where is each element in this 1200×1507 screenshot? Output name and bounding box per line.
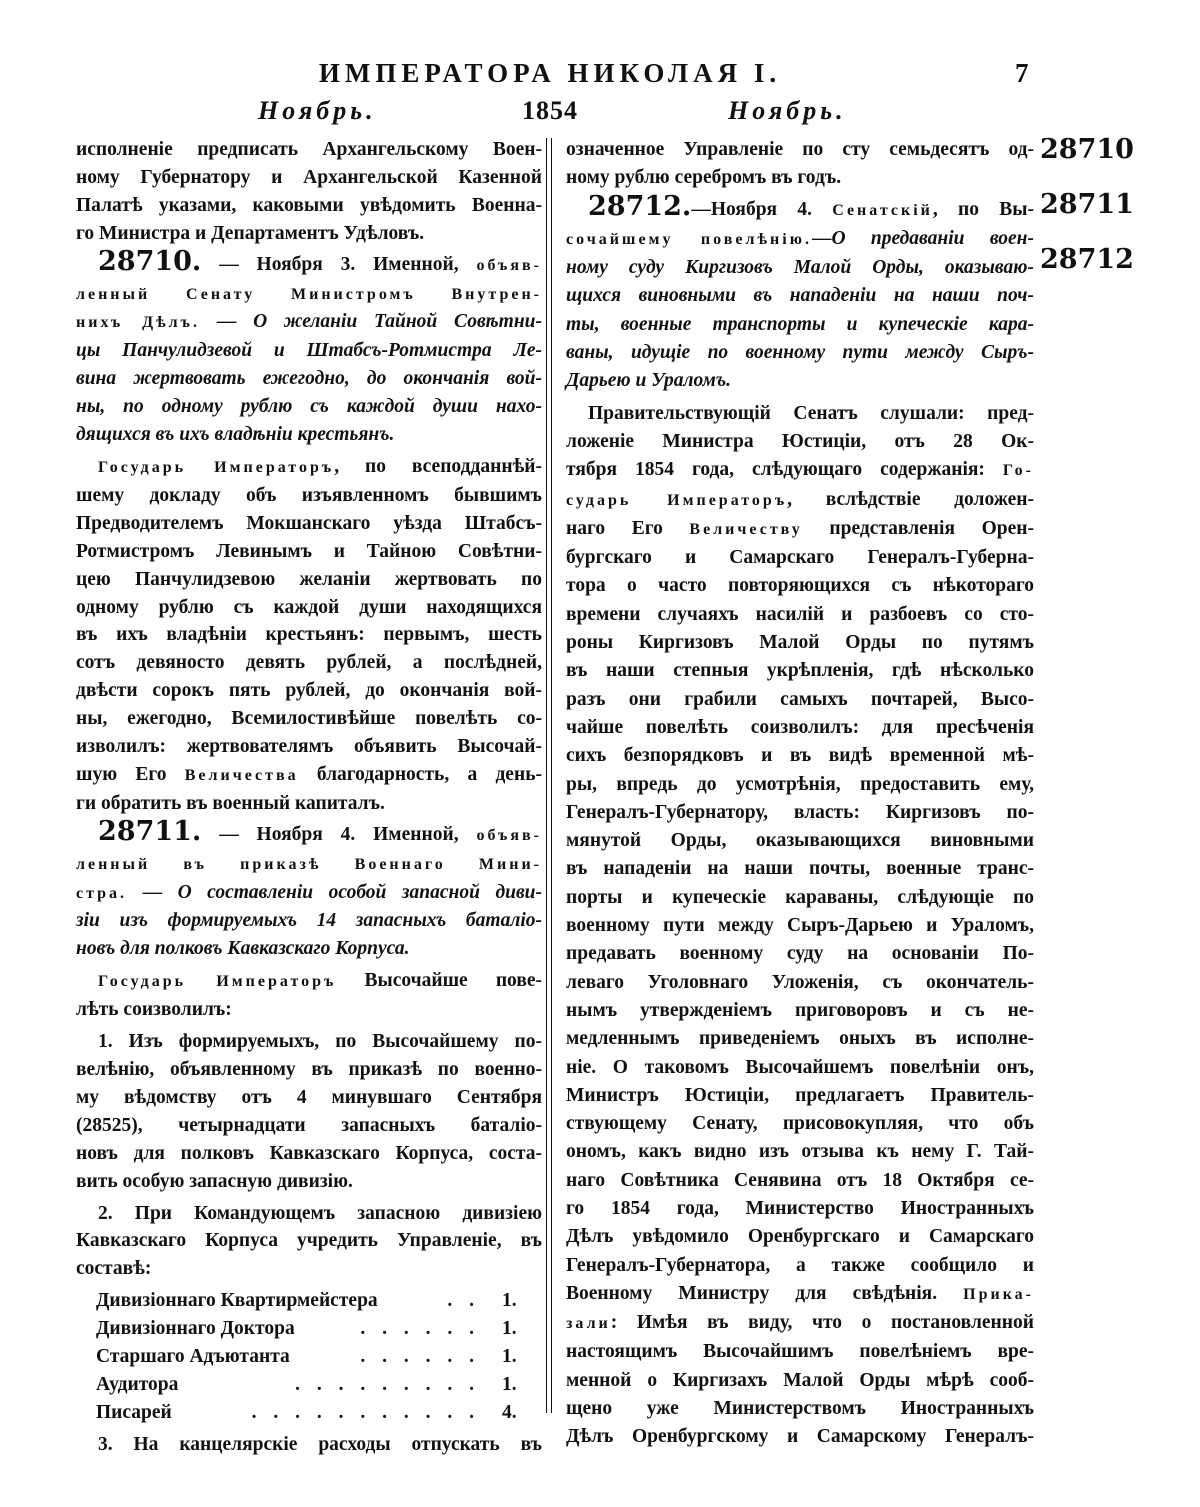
text: 2. При Командующемъ запасною дивизіею [98,1202,542,1224]
text-line [566,1395,1034,1423]
italic-text: ты, военные транспорты и купеческіе кара- [566,313,1034,335]
text-line [566,799,1034,827]
text: ры, впредь до усмотрѣнія, предоставить ему, [566,773,1034,795]
text-line [566,940,1034,968]
text-line [566,282,1034,310]
text: разъ они грабили самыхъ почтарей, Высо- [566,688,1034,710]
text-line [566,884,1034,912]
text: цею Панчулидзевою желаніи жертвовать по [76,568,542,590]
text: лѣть соизволилъ: [76,999,232,1021]
spaced-text: объяв- [476,256,542,274]
text: благодарность, а день- [298,763,542,785]
staff-list-item [76,1371,542,1399]
text: одному рублю съ каждой души находящихся [76,596,542,618]
text-line [566,486,1034,515]
italic-text: ны, по одному рублю съ каждой души нахо- [76,396,542,418]
text: Палатѣ указами, каковыми увѣдомить Военна- [76,194,542,216]
text-line [566,912,1034,940]
text: шую Его [76,763,185,785]
text-line [76,164,542,192]
text-line [566,742,1034,770]
text-line [566,1252,1034,1280]
text: военному пути между Сыръ-Дарьею и Ураломъ, [566,915,1034,937]
text: чайше повелѣть соизволилъ: для пресѣченія [566,716,1034,738]
text-line [566,771,1034,799]
text-line [76,538,542,566]
text-line [566,1110,1034,1138]
spaced-text: зали [566,1315,611,1333]
text-line [76,649,542,677]
text: го Министра и Департаментъ Удѣловъ. [76,222,425,244]
text: ному рублю серебромъ въ годъ. [566,167,842,189]
text: наго Совѣтника Сенявина отъ 18 Октября се- [566,1169,1034,1191]
text-line [566,827,1034,855]
text: новъ для полковъ Кавказскаго Корпуса, соста- [76,1142,542,1164]
text-line [76,1112,542,1140]
text-line [566,1138,1034,1166]
text-line [566,686,1034,714]
text: настоящимъ Высочайшимъ повелѣніемъ вре- [566,1341,1034,1363]
text: бургскаго и Самарскаго Генералъ-Губерна- [566,547,1034,569]
dot-leader: . . . . . . . . . [295,1373,480,1395]
staff-list-item [76,1287,542,1315]
text: роны Киргизовъ Малой Орды по путямъ [566,632,1034,654]
text-line [76,935,542,963]
spaced-text: Го- [1002,462,1034,480]
text: изволилъ: жертвователямъ объявить Высочай- [76,736,542,758]
dot-leader: . . [447,1290,480,1312]
text: сихъ безпорядковъ и въ видѣ временной мѣ- [566,745,1034,767]
text-line [76,192,542,220]
text: леваго Уголовнаго Уложенія, съ окончатель- [566,971,1034,993]
text: Ротмистромъ Левинымъ и Тайною Совѣтни- [76,540,542,562]
text-line [76,365,542,393]
staff-position: Старшаго Адъютанта [96,1346,290,1368]
text-line [566,456,1034,485]
text-line [566,544,1034,572]
text-line [566,190,1034,225]
spaced-text: Величеству [689,520,803,538]
text: представленія Орен- [802,517,1034,539]
dot-leader: . . . . . . [360,1318,480,1340]
text: тября 1854 года, слѣдующаго содержанія: [566,459,1003,481]
text-line [566,1223,1034,1251]
text: , вслѣдствіе доложен- [787,488,1034,510]
text-line [566,601,1034,629]
text-line [76,879,542,908]
spaced-text: Государь Императоръ [98,973,337,991]
text: Министръ Юстиціи, предлагаетъ Правитель- [566,1084,1034,1106]
text-line [566,1054,1034,1082]
text: : Имѣя въ виду, что о постановленной [610,1312,1034,1334]
act-number: 28711. [98,815,202,847]
italic-text: О предаваніи воен- [831,227,1034,249]
text: — Ноября 3. Именной, [201,253,477,275]
staff-list-item [76,1399,542,1427]
staff-position: Дивизіоннаго Квартирмейстера [96,1290,378,1312]
text-line [566,400,1034,428]
staff-quantity: 1. [502,1318,517,1340]
text-line [566,969,1034,997]
text: Высочайше пове- [336,970,542,992]
text: Дѣлъ Оренбургскому и Самарскому Генералъ- [566,1426,1034,1448]
text-line [566,714,1034,742]
spaced-text: Прика- [963,1285,1034,1303]
text: — [199,311,254,333]
text-line [76,1028,542,1056]
text: Правительствующій Сенатъ слушали: пред- [588,402,1034,424]
text: составѣ: [76,1258,152,1280]
text-line [76,421,542,449]
text-line [566,367,1034,395]
staff-quantity: 1. [502,1373,517,1395]
act-number: 28710. [98,245,202,277]
text: ги обратить въ военный капиталъ. [76,792,385,814]
text: велѣнію, объявленному въ приказѣ по военно- [76,1059,542,1080]
text-line [76,1168,542,1196]
staff-position: Писарей [96,1401,172,1423]
text-line [566,1280,1034,1309]
staff-quantity: 1. [502,1346,517,1368]
text-line [566,997,1034,1025]
text-line [566,225,1034,254]
text: означенное Управленіе по сту семьдесятъ од- [566,139,1034,160]
text: времени случаяхъ насилій и разбоевъ со сто- [566,603,1034,625]
right-column [566,136,1034,1452]
italic-text: вина жертвовать ежегодно, до окончанія вой- [76,368,542,390]
text-line [566,1423,1034,1451]
staff-quantity: 1. [502,1290,517,1312]
text-line [76,136,542,164]
spaced-text: сударь Императоръ [566,491,788,509]
text: въ ихъ владѣніи крестьянъ: первымъ, шесть [76,624,542,646]
text: ному Губернатору и Архангельской Казенной [76,166,542,188]
text: Генералъ-Губернатора, а также сообщило и [566,1254,1034,1276]
text: нымъ утвержденіемъ приговоровъ и съ не- [566,999,1034,1021]
staff-list-item [76,1315,542,1343]
text: 1. Изъ формируемыхъ, по Высочайшему по- [98,1031,542,1053]
text: ономъ, какъ видно изъ отзыва къ нему Г. Тай- [566,1141,1034,1163]
text: — [127,881,178,903]
text-line [76,453,542,482]
text-line [76,280,542,309]
spaced-text: стра. [76,884,128,902]
text: двѣсти сорокъ пять рублей, до окончанія вой- [76,680,542,702]
staff-list-item [76,1343,542,1371]
text-line [76,1255,542,1283]
text-line [566,1167,1034,1195]
text: , по всеподданнѣй- [334,455,543,477]
text-line [566,311,1034,339]
italic-text: щихся виновными въ нападеніи на наши поч- [566,285,1034,307]
text: въ наши степныя укрѣпленія, гдѣ нѣсколько [566,660,1034,682]
italic-text: О составленіи особой запасной диви- [177,881,543,903]
staff-position: Аудитора [96,1373,179,1395]
spaced-text: нихъ Дѣлъ. [76,314,200,332]
text-line [566,339,1034,367]
italic-text: зіи изъ формируемыхъ 14 запасныхъ баталіо- [76,910,542,932]
text-line [76,482,542,510]
italic-text: цы Панчулидзевой и Штабсъ-Ротмистра Ле- [76,340,542,362]
text: му вѣдомству отъ 4 минувшаго Сентября [76,1086,542,1108]
text: медленнымъ приведеніемъ оныхъ въ исполне- [566,1028,1034,1050]
text-line [76,1431,542,1459]
text-line [76,1200,542,1228]
month-right: Ноябрь. [728,96,847,125]
dot-leader: . . . . . . . . . . . [251,1401,480,1423]
text: Кавказскаго Корпуса учредить Управленіе, въ [76,1230,542,1252]
left-column [76,136,542,1459]
text: мянутой Орды, оказывающихся виновными [566,830,1034,852]
spaced-text: ленный въ приказѣ Военнаго Мини- [76,855,542,873]
text-line [76,1084,542,1112]
spaced-text: сочайшему повелѣнію. [566,230,812,248]
text-line [566,1309,1034,1338]
staff-quantity: 4. [502,1401,517,1423]
text: Генералъ-Губернатору, власть: Киргизовъ по- [566,801,1034,823]
text: Предводителемъ Мокшанскаго уѣзда Штабсъ- [76,512,542,534]
italic-text: ному суду Киргизовъ Малой Орды, оказываю- [566,257,1034,279]
text-line [76,566,542,594]
text-line [566,1338,1034,1366]
text-line [566,136,1034,164]
text-line [76,907,542,935]
text: вить особую запасную дивизію. [76,1170,353,1192]
text: въ нападеніи на наши почты, военные транс- [566,858,1034,880]
dot-leader: . . . . . . [360,1346,480,1368]
text: (28525), четырнадцати запасныхъ баталіо- [76,1114,542,1136]
text: менной о Киргизахъ Малой Орды мѣрѣ сооб- [566,1369,1034,1391]
text-line [76,393,542,421]
month-left: Ноябрь. [258,96,377,125]
text: ствующему Сенату, присовокупляя, что объ [566,1113,1034,1135]
text-line [76,967,542,996]
text-line [76,790,542,818]
text: — [811,227,832,249]
text: — Ноября 4. Именной, [201,823,477,845]
text-line [76,308,542,337]
text-line [76,677,542,705]
italic-text: О желаніи Тайной Совѣтни- [253,311,542,333]
text-line [76,815,542,850]
text-line [566,1195,1034,1223]
text-line [566,657,1034,685]
text-line [76,621,542,649]
italic-text: дящихся въ ихъ владѣніи крестьянъ. [76,424,395,446]
italic-text: новъ для полковъ Кавказскаго Корпуса. [76,938,410,960]
margin-number: 28712 [1040,244,1134,275]
text: тора о часто повторяющихся съ нѣкотораго [566,575,1034,597]
running-title: ИМПЕРАТОРА НИКОЛАЯ I. [318,58,782,88]
text-line [566,1367,1034,1395]
text-line [566,164,1034,192]
text: наго Его [566,517,690,539]
text-line [566,629,1034,657]
text-line [76,761,542,790]
text-line [76,705,542,733]
spaced-text: Государь Императоръ [98,458,335,476]
text: 3. На канцелярскіе расходы отпускать въ [98,1433,542,1455]
text: —Ноября 4. [691,198,833,220]
text: сотъ девяносто девять рублей, а послѣдней, [76,652,542,674]
text-line [76,220,542,248]
text-line [76,1227,542,1255]
text: Военному Министру для свѣдѣнія. [566,1282,964,1304]
text-line [566,428,1034,456]
text: предавать военному суду на основаніи По- [566,943,1034,965]
staff-position: Дивизіоннаго Доктора [96,1318,295,1340]
text: Дѣлъ увѣдомило Оренбургскаго и Самарскаго [566,1226,1034,1248]
spaced-text: объяв- [476,826,542,844]
text: ны, ежегодно, Всемилостивѣйше повелѣть со- [76,708,542,730]
margin-number: 28711 [1040,189,1134,220]
text: щено уже Министерствомъ Иностранныхъ [566,1398,1034,1420]
text-line [566,1082,1034,1110]
spaced-text: ленный Сенату Министромъ Внутрен- [76,285,542,303]
text-line [76,245,542,280]
text-line [566,855,1034,883]
column-divider [546,138,552,1413]
act-number: 28712. [588,190,692,222]
text-line [566,572,1034,600]
text-line [566,1025,1034,1053]
text: исполненіе предписать Архангельскому Воен- [76,139,542,160]
text-line [566,254,1034,282]
text: шему докладу объ изъявленномъ бывшимъ [76,484,542,506]
text-line [76,733,542,761]
text: го 1854 года, Министерство Иностранныхъ [566,1197,1034,1219]
text: , по Вы- [932,198,1034,220]
text-line [76,850,542,879]
text: порты и купеческіе караваны, слѣдующіе по [566,886,1034,908]
text-line [76,996,542,1024]
italic-text: ваны, идущіе по военному пути между Сыръ- [566,342,1034,364]
year: 1854 [522,96,578,125]
text: ніе. О таковомъ Высочайшемъ повелѣніи онъ, [566,1056,1034,1078]
text-line [76,337,542,365]
page-number: 7 [1015,58,1029,88]
text-line [76,1056,542,1084]
italic-text: Дарьею и Ураломъ. [566,370,732,392]
margin-number: 28710 [1040,134,1134,165]
spaced-text: Сенатскій [832,201,933,219]
spaced-text: Величества [184,766,299,784]
text: ложеніе Министра Юстиціи, отъ 28 Ок- [566,430,1034,452]
text-line [76,1140,542,1168]
text-line [76,594,542,622]
text-line [76,510,542,538]
text-line [566,515,1034,544]
